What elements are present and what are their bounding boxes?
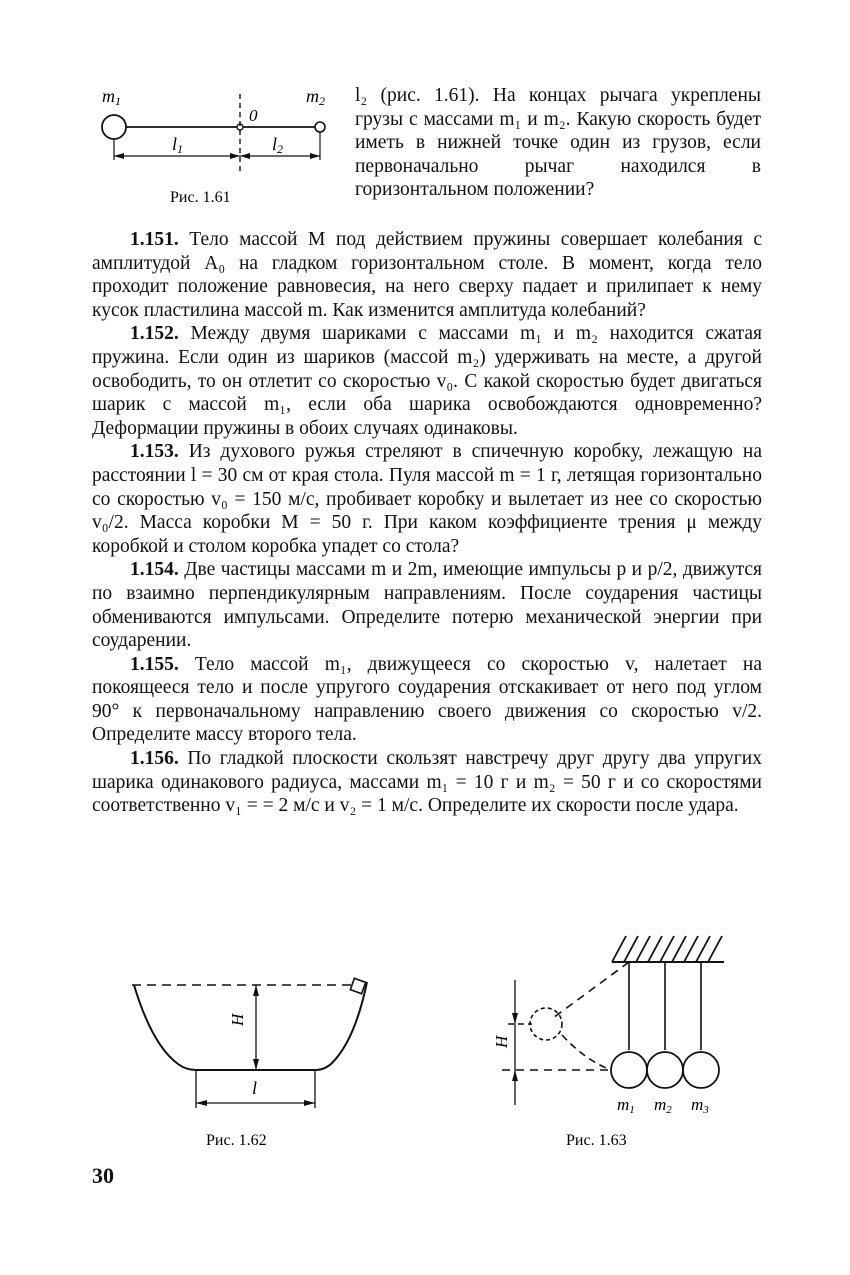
problems-list bbox=[92, 228, 762, 818]
fig62-arrow bbox=[196, 1100, 207, 1106]
fig62-label-l: l bbox=[252, 1078, 258, 1098]
page-number: 30 bbox=[92, 1163, 114, 1188]
intro-text: l₂ (рис. 1.61). На концах рычага укреплены грузы с массами m₁ и m₂. Какую скорость будет иметь в нижней точке один из грузов, если первоначально рычаг находился в горизонтальном положении? bbox=[355, 85, 761, 201]
fig61-mass-m2 bbox=[315, 122, 325, 132]
fig63-hatching bbox=[612, 936, 722, 962]
problem-1-150-continuation bbox=[355, 84, 761, 202]
fig61-label-m1: m1 bbox=[102, 86, 121, 108]
fig62-label-h: H bbox=[228, 1013, 247, 1026]
fig63-label-m3: m3 bbox=[691, 1095, 709, 1116]
problem-number: 1.156. bbox=[130, 748, 179, 770]
problem-1-153 bbox=[92, 440, 762, 558]
problem-text: Две частицы массами m и 2m, имеющие импульсы p и p/2, движутся по взаимно перпендикулярным направлениям. После соударения частицы обмениваются импульсами. Определите потерю механической энергии при соударении. bbox=[92, 559, 762, 652]
fig63-label-m1: m1 bbox=[617, 1095, 635, 1116]
fig62-arrow bbox=[253, 985, 259, 996]
fig63-arrow bbox=[512, 1070, 518, 1081]
fig62-arrow bbox=[304, 1100, 315, 1106]
fig61-mass-m1 bbox=[102, 115, 126, 139]
fig63-ball-m2 bbox=[647, 1052, 683, 1088]
fig61-arrow bbox=[240, 153, 250, 159]
fig61-arrow bbox=[114, 153, 124, 159]
fig62-caption: Рис. 1.62 bbox=[206, 1132, 267, 1149]
fig61-label-l1: l1 bbox=[172, 134, 184, 156]
fig61-label-l2: l2 bbox=[272, 134, 284, 156]
problem-1-151 bbox=[92, 228, 762, 322]
fig61-arrow bbox=[230, 153, 240, 159]
fig63-arrow bbox=[512, 1013, 518, 1024]
fig63-label-m2: m2 bbox=[654, 1095, 672, 1116]
problem-text: По гладкой плоскости скользят навстречу друг другу два упругих шарика одинакового радиуса, массами m₁ = 10 г и m₂ = 50 г и со скоростями соответственно v₁ = = 2 м/с и v₂ = 1 м/с. Определите их скорости после удара. bbox=[92, 748, 762, 817]
fig62-bowl-outline bbox=[134, 982, 367, 1070]
fig63-ball-m1 bbox=[611, 1052, 647, 1088]
fig62-body bbox=[350, 978, 365, 993]
fig63-deflected-thread bbox=[553, 962, 629, 1018]
fig61-label-o: 0 bbox=[249, 106, 258, 125]
problem-1-154 bbox=[92, 558, 762, 652]
fig61-label-m2: m2 bbox=[306, 86, 325, 108]
problem-text: Тело массой m₁, движущееся со скоростью v, налетает на покоящееся тело и после упругого соударения отскакивает от него под углом 90° к первоначальному направлению своего движения со скоростью v/2. Определите массу второго тела. bbox=[92, 653, 762, 746]
problem-text: Тело массой M под действием пружины совершает колебания с амплитудой A₀ на гладком горизонтальном столе. В момент, когда тело проходит положение равновесия, на него сверху падает и прилипает к нему кусок пластилина массой m. Как изменится амплитуда колебаний? bbox=[92, 229, 762, 321]
fig62-arrow bbox=[253, 1059, 259, 1070]
figure-1-61 bbox=[90, 84, 340, 214]
fig61-arrow bbox=[310, 153, 320, 159]
fig63-caption: Рис. 1.63 bbox=[566, 1132, 627, 1149]
problem-text: Между двумя шариками с массами m₁ и m₂ находится сжатая пружина. Если один из шариков (массой m₂) удерживать на месте, а другой освободить, то он отлетит со скоростью v₀. С какой скоростью будет двигаться шарик с массой m₁, если оба шарика освобождаются одновременно? Деформации пружины в обоих случаях одинаковы. bbox=[92, 323, 763, 439]
figure-1-63 bbox=[490, 930, 750, 1160]
problem-text: Из духового ружья стреляют в спичечную коробку, лежащую на расстоянии l = 30 см от края стола. Пуля массой m = 1 г, летящая горизонтально со скоростью v₀ = 150 м/с, пробивает коробку и вылетает из нее со скоростью v₀/2. Масса коробки M = 50 г. При каком коэффициенте трения μ между коробкой и столом коробка упадет со стола? bbox=[92, 441, 762, 557]
fig63-label-h: H bbox=[492, 1035, 511, 1048]
fig61-caption: Рис. 1.61 bbox=[170, 189, 231, 206]
problem-number: 1.151. bbox=[130, 229, 179, 250]
fig63-swing-arc bbox=[562, 1035, 611, 1070]
problem-number: 1.154. bbox=[130, 559, 179, 581]
figure-1-62 bbox=[120, 970, 390, 1160]
problem-1-155 bbox=[92, 653, 762, 747]
fig63-ball-m3 bbox=[683, 1052, 719, 1088]
problem-number: 1.152. bbox=[130, 323, 179, 345]
problem-number: 1.153. bbox=[130, 441, 179, 463]
problem-number: 1.155. bbox=[130, 653, 179, 675]
fig63-deflected-ball bbox=[530, 1008, 562, 1040]
problem-1-152 bbox=[92, 322, 762, 440]
problem-1-156 bbox=[92, 747, 762, 818]
